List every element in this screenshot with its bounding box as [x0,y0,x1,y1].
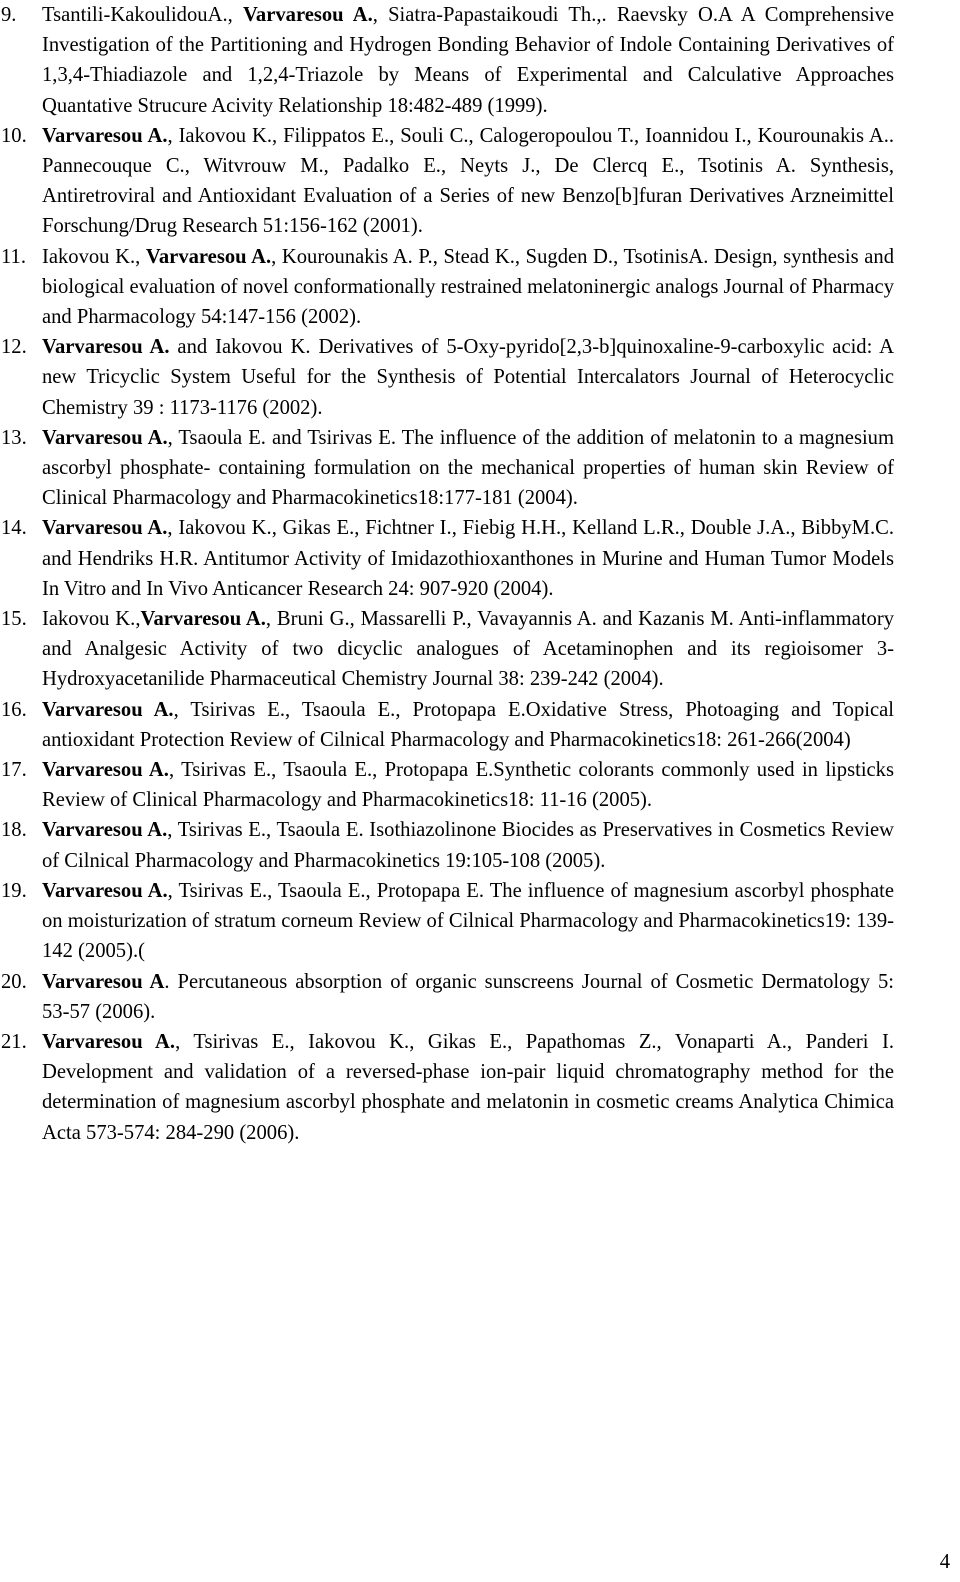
reference-item [1,1027,895,1148]
reference-number: 10. [1,124,27,147]
reference-item [1,695,895,755]
author-highlight: Varvaresou A. [42,819,168,842]
reference-text: , Kourounakis A. P., Stead K., Sugden D., TsotinisA. Design, synthesis and biological evaluation of novel conformationally restrained melatoninergic analogs Journal of Pharmacy and Pharmacology 54:147-156 (2002). [42,245,895,329]
reference-item [1,815,895,875]
author-highlight: Varvaresou A. [145,245,272,268]
reference-number: 20. [1,970,27,993]
author-highlight: Varvaresou A. [42,1030,176,1053]
reference-text: , Tsirivas E., Tsaoula E. Isothiazolinone Biocides as Preservatives in Cosmetics Review of Cilnical Pharmacology and Pharmacokinetics 19:105-108 (2005). [42,819,895,872]
reference-item [1,242,895,333]
reference-text: Iakovou K., [42,608,141,631]
reference-item [1,0,895,121]
reference-text: , Tsirivas E., Tsaoula E., Protopapa E.Oxidative Stress, Photoaging and Topical antioxidant Protection Review of Cilnical Pharmacology and Pharmacokinetics18: 261-266(2004) [42,698,895,751]
reference-text: , Tsirivas E., Tsaoula E., Protopapa E.Synthetic colorants commonly used in lipsticks Review of Clinical Pharmacology and Pharmacokinetics18: 11-16 (2005). [42,759,894,812]
author-highlight: Varvaresou A [42,970,165,993]
reference-number: 17. [1,759,27,782]
reference-number: 16. [1,698,27,721]
reference-number: 9. [1,4,17,26]
reference-item [1,967,894,1027]
author-highlight: Varvaresou A. [42,517,168,540]
reference-text: , Tsirivas E., Iakovou K., Gikas E., Papathomas Z., Vonaparti A., Panderi I. Development and validation of a reversed-phase ion-pair liquid chromatography method for the determination of magnesium ascorbyl phosphate and melatonin in cosmetic creams Analytica Chimica Acta 573-574: 284-290 (2006). [42,1030,895,1144]
reference-number: 11. [1,245,26,268]
reference-item [1,332,894,423]
reference-text: , Tsirivas E., Tsaoula E., Protopapa E. The influence of magnesium ascorbyl phosphate on moisturization of stratum corneum Review of Cilnical Pharmacology and Pharmacokinetics19: 139-142 (2005).( [42,879,895,963]
reference-text: Iakovou K., [42,245,146,268]
reference-item [1,876,895,967]
page-number: 4 [939,1551,950,1573]
author-highlight: Varvaresou A. [42,336,170,359]
reference-item [1,755,894,815]
author-highlight: Varvaresou A. [42,879,168,902]
author-highlight: Varvaresou A. [242,4,373,26]
reference-text: , Siatra-Papastaikoudi Th.,. Raevsky O.A A Comprehensive Investigation of the Partitioning and Hydrogen Bonding Behavior of Indole Containing Derivatives of 1,3,4-Thiadiazole and 1,2,4-Triazole by Means of Experimental and Calculative Approaches Quantative Strucure Acivity Relationship 18:482-489 (1999). [42,4,895,117]
author-highlight: Varvaresou A. [42,426,168,449]
reference-number: 19. [1,879,27,902]
reference-text: and Iakovou K. Derivatives of 5-Oxy-pyrido[2,3-b]quinoxaline-9-carboxylic acid: A new Tricyclic System Useful for the Synthesis of Potential Intercalators Journal of Heterocyclic Chemistry 39 : 1173-1176 (2002). [42,336,894,419]
reference-text: Tsantili-KakoulidouA., [42,4,243,26]
reference-text: . Percutaneous absorption of organic sunscreens Journal of Cosmetic Dermatology 5: 53-57 (2006). [42,970,894,1023]
reference-text: , Tsaoula E. and Tsirivas E. The influence of the addition of melatonin to a magnesium ascorbyl phosphate- containing formulation on the mechanical properties of human skin Review of Clinical Pharmacology and Pharmacokinetics18:177-181 (2004). [42,426,894,510]
author-highlight: Varvaresou A. [42,698,174,721]
author-highlight: Varvaresou A. [140,608,266,631]
reference-number: 18. [1,819,27,842]
reference-text: , Iakovou K., Gikas E., Fichtner I., Fiebig H.H., Kelland L.R., Double J.A., BibbyM.C. and Hendriks H.R. Antitumor Activity of Imidazothioxanthones in Murine and Human Tumor Models In Vitro and In Vivo Anticancer Research 24: 907-920 (2004). [42,517,895,600]
reference-item [1,513,895,604]
reference-item [1,423,894,514]
reference-number: 12. [1,336,27,359]
reference-item [1,121,894,242]
reference-number: 14. [1,517,27,540]
reference-number: 13. [1,426,27,449]
reference-text: , Iakovou K., Filippatos E., Souli C., Calogeropoulou T., Ioannidou I., Kourounakis A.. Pannecouque C., Witvrouw M., Padalko E., Neyts J., De Clercq E., Tsotinis A. Synthesis, Antiretroviral and Antioxidant Evaluation of a Series of new Benzo[b]furan Derivatives Arzneimittel Forschung/Drug Research 51:156-162 (2001). [42,124,894,238]
reference-item [1,604,894,695]
reference-number: 15. [1,608,27,631]
author-highlight: Varvaresou A. [42,124,168,147]
author-highlight: Varvaresou A. [42,759,169,782]
reference-text: , Bruni G., Massarelli P., Vavayannis A. and Kazanis M. Anti-inflammatory and Analgesic Activity of two dicyclic analogues of Acetaminophen and its regioisomer 3-Hydroxyacetanilide Pharmaceutical Chemistry Journal 38: 239-242 (2004). [42,608,894,691]
reference-number: 21. [1,1030,27,1053]
